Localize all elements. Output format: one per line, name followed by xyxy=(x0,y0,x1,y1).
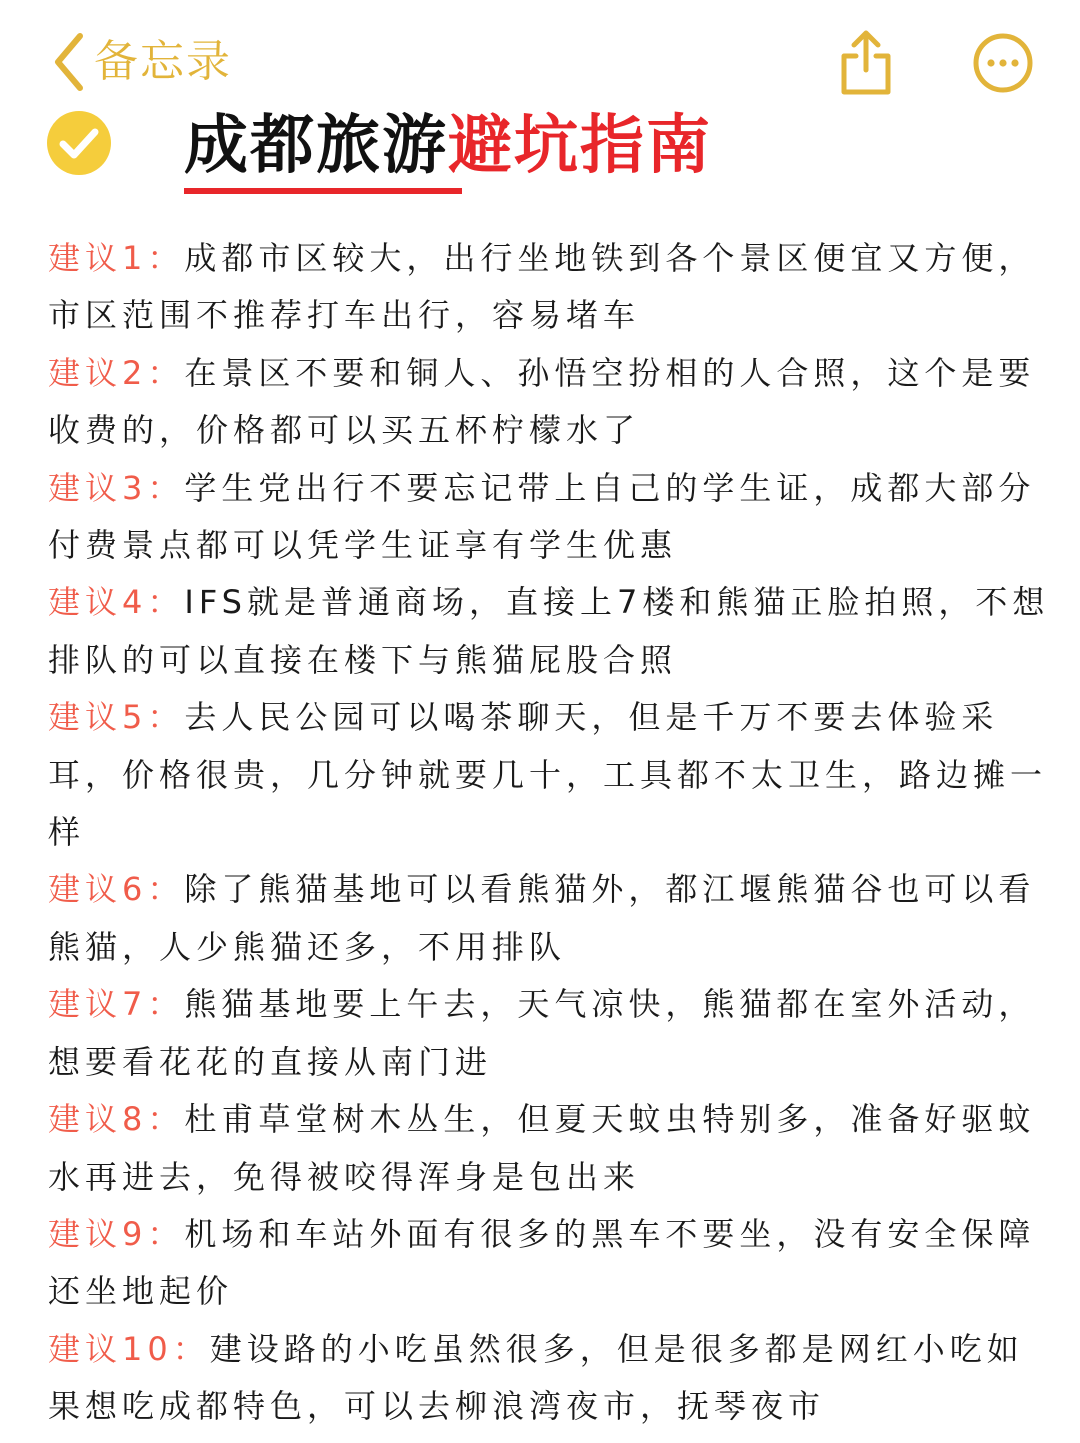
share-button[interactable] xyxy=(836,28,896,98)
title-row xyxy=(46,104,1046,200)
tip-label: 建议1： xyxy=(48,239,185,277)
chevron-left-icon xyxy=(50,30,86,94)
tip-label: 建议5： xyxy=(48,698,185,737)
tip-item xyxy=(48,345,1058,460)
check-circle-icon xyxy=(46,110,112,176)
tip-label: 建议3： xyxy=(48,468,185,507)
tip-text: 杜甫草堂树木丛生，但夏天蚊虫特别多，准备好驱蚊水再进去，免得被咬得浑身是包出来 xyxy=(48,1100,1036,1196)
more-button[interactable] xyxy=(972,32,1034,94)
tip-text: 成都市区较大，出行坐地铁到各个景区便宜又方便，市区范围不推荐打车出行，容易堵车 xyxy=(48,239,1036,335)
tips-list xyxy=(48,230,1058,1436)
tip-label: 建议10： xyxy=(48,1329,210,1368)
tip-label: 建议6： xyxy=(48,870,185,909)
tip-label: 建议7： xyxy=(48,985,185,1024)
page-title xyxy=(184,104,712,188)
tip-item xyxy=(48,861,1058,976)
tip-item xyxy=(48,1091,1058,1206)
back-button[interactable] xyxy=(50,30,232,94)
tip-text: 建设路的小吃虽然很多，但是很多都是网红小吃如果想吃成都特色，可以去柳浪湾夜市，抚琴夜市 xyxy=(48,1329,1024,1426)
tip-item xyxy=(48,460,1058,575)
tip-item xyxy=(48,1206,1058,1321)
tip-text: 除了熊猫基地可以看熊猫外，都江堰熊猫谷也可以看熊猫，人少熊猫还多，不用排队 xyxy=(48,870,1036,966)
tip-text: 熊猫基地要上午去，天气凉快，熊猫都在室外活动，想要看花花的直接从南门进 xyxy=(48,985,1036,1081)
tip-item xyxy=(48,689,1058,861)
tip-item xyxy=(48,1321,1058,1436)
tip-text: 学生党出行不要忘记带上自己的学生证，成都大部分付费景点都可以凭学生证享有学生优惠 xyxy=(48,468,1036,565)
tip-text: 机场和车站外面有很多的黑车不要坐，没有安全保障还坐地起价 xyxy=(48,1214,1036,1311)
share-icon xyxy=(836,28,896,98)
tip-text: 去人民公园可以喝茶聊天，但是千万不要去体验采耳，价格很贵，几分钟就要几十，工具都不太卫生，路边摊一样 xyxy=(48,698,1048,852)
tip-text: 在景区不要和铜人、孙悟空扮相的人合照，这个是要收费的，价格都可以买五杯柠檬水了 xyxy=(48,353,1036,450)
back-label: 备忘录 xyxy=(94,36,232,87)
tip-item xyxy=(48,230,1058,345)
tip-label: 建议9： xyxy=(48,1214,185,1253)
more-icon xyxy=(972,32,1034,94)
nav-bar xyxy=(0,0,1080,100)
tip-text: IFS就是普通商场，直接上7楼和熊猫正脸拍照，不想排队的可以直接在楼下与熊猫屁股合照 xyxy=(48,583,1050,679)
tip-label: 建议8： xyxy=(48,1100,185,1139)
title-part-main: 成都旅游 xyxy=(184,109,448,183)
title-part-highlight: 避坑指南 xyxy=(448,109,712,183)
tip-item xyxy=(48,976,1058,1091)
title-underline xyxy=(184,188,462,194)
tip-item xyxy=(48,574,1058,689)
tip-label: 建议2： xyxy=(48,353,185,392)
tip-label: 建议4： xyxy=(48,583,185,622)
